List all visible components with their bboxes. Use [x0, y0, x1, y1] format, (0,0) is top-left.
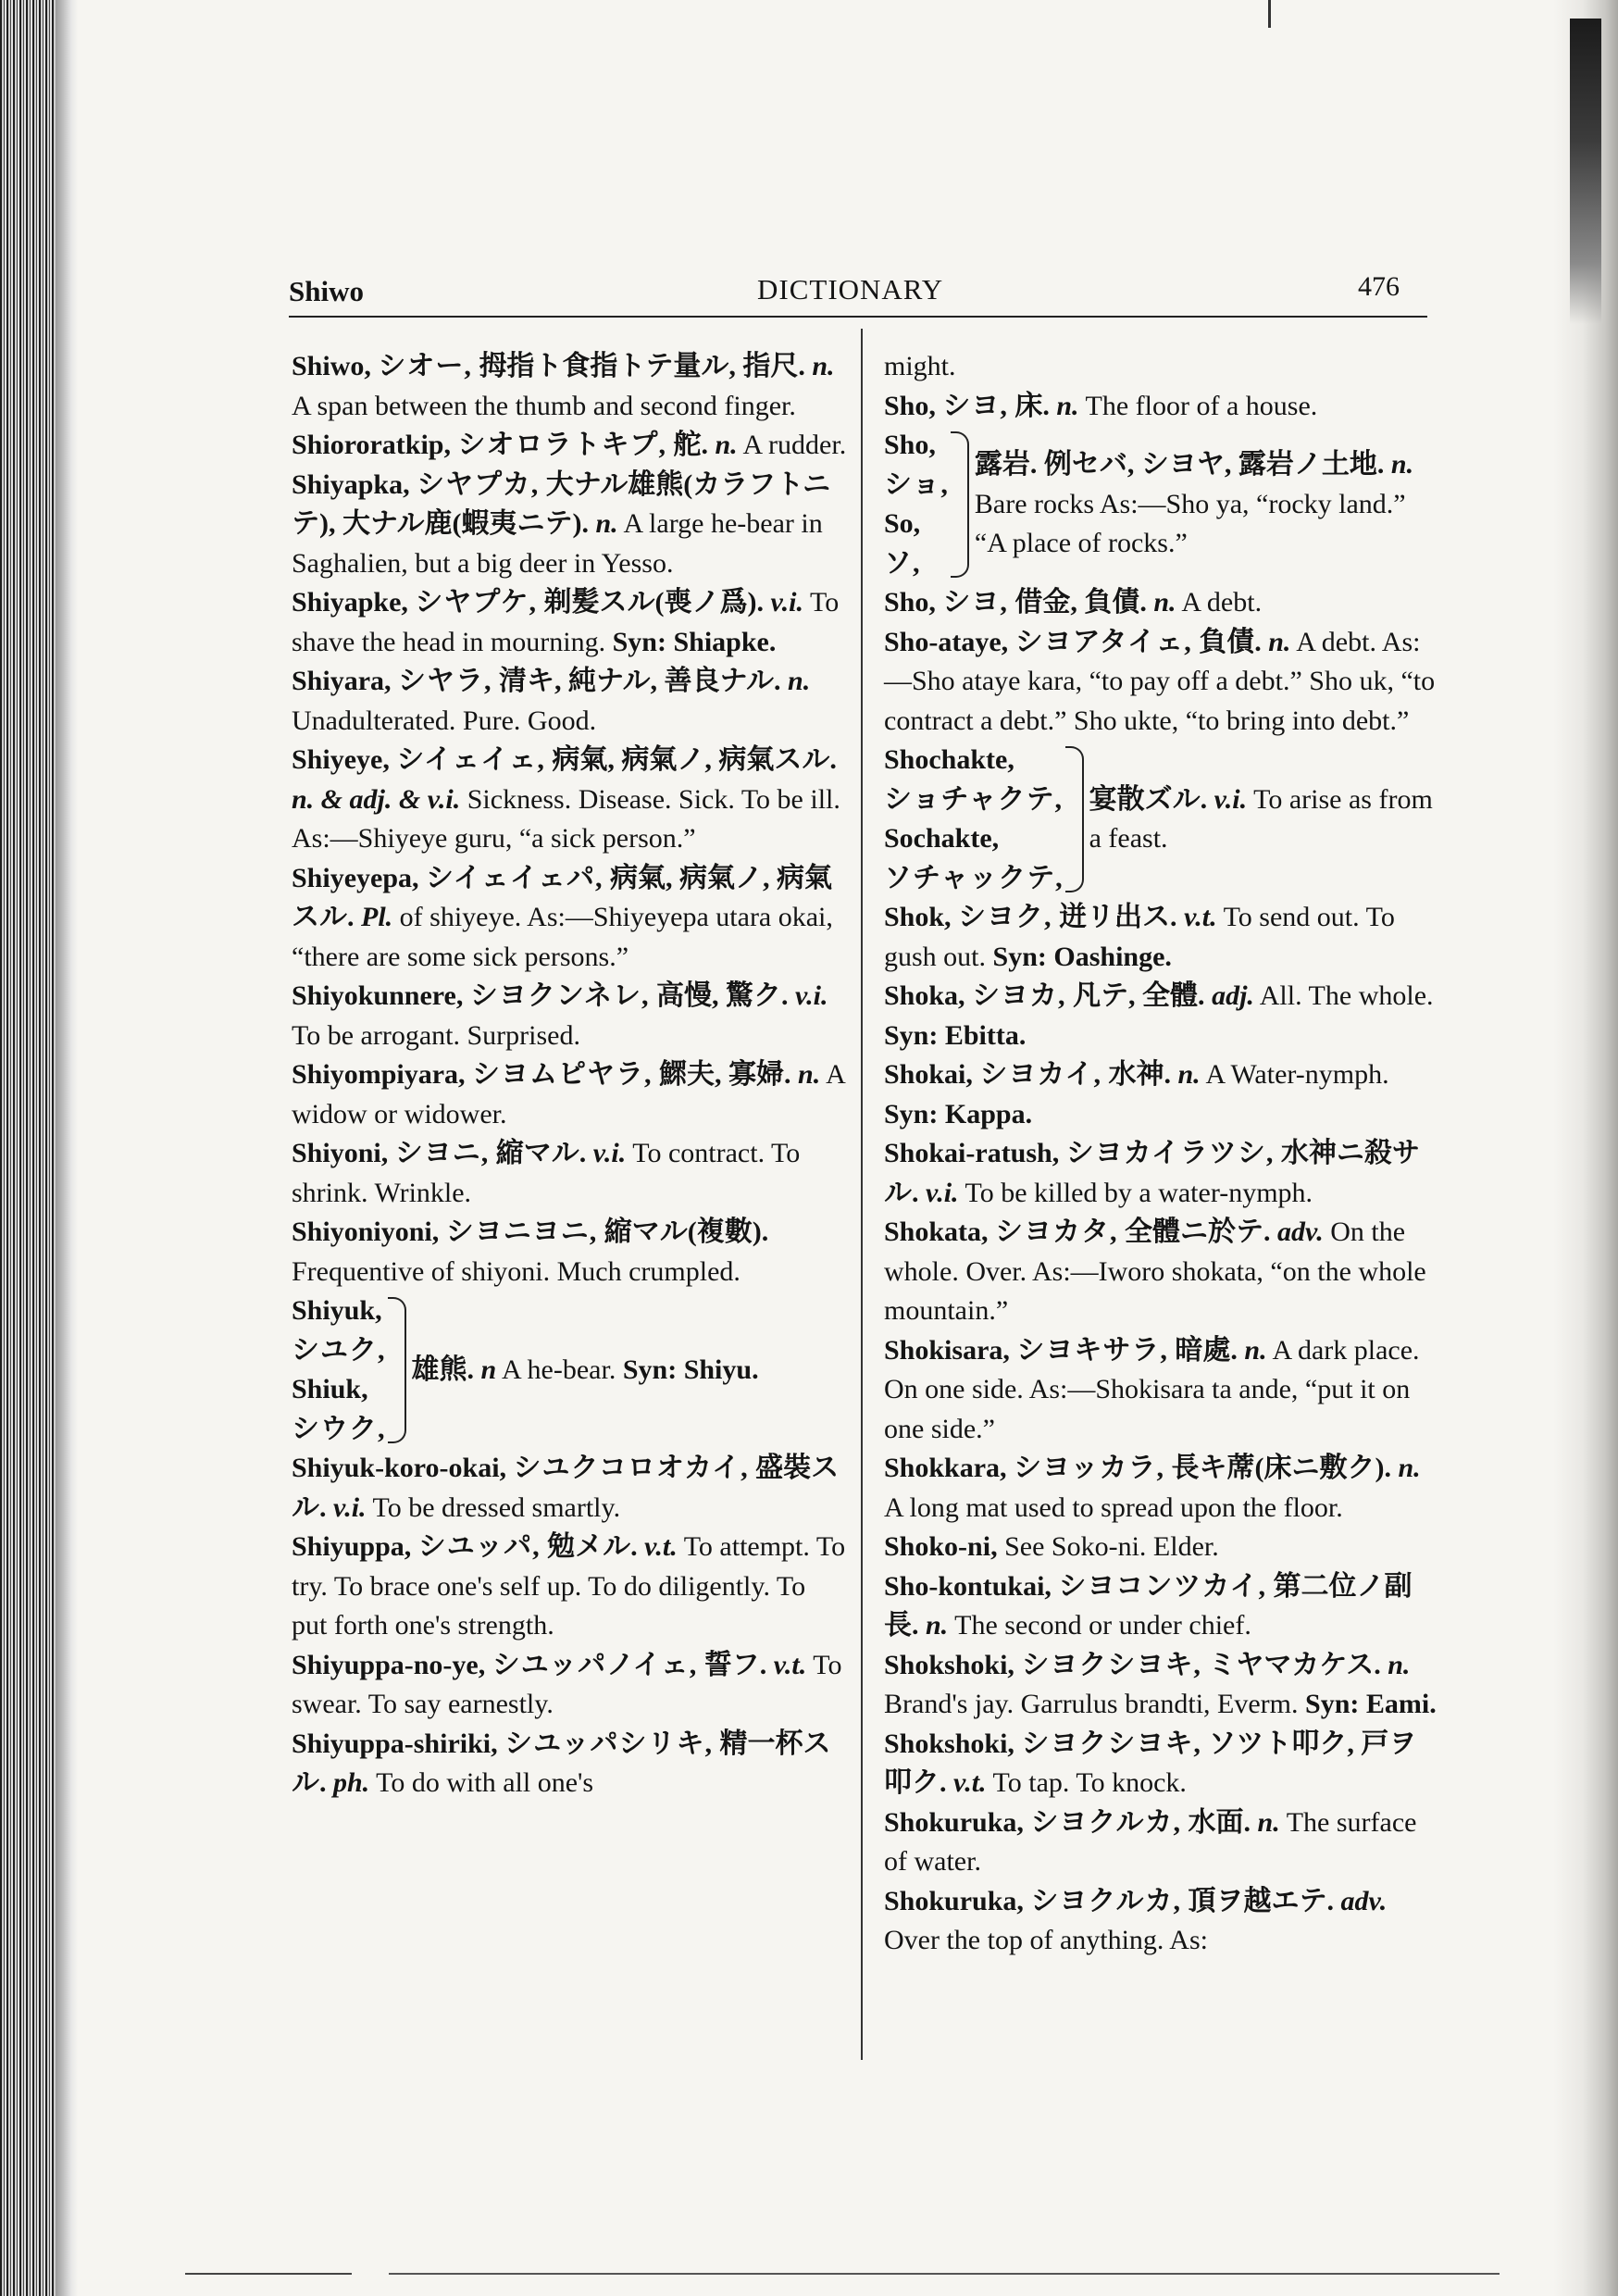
dictionary-entry [884, 1528, 1439, 1567]
scan-mark [1268, 0, 1271, 28]
definition: To swear. To say earnestly. [292, 1649, 842, 1719]
dictionary-entry [884, 1134, 1439, 1213]
synonym: Syn: Shiyu. [622, 1354, 759, 1385]
definition: The surface of water. [884, 1806, 1417, 1877]
headword: Shiuk, [292, 1374, 368, 1404]
part-of-speech: n. [1268, 626, 1291, 657]
japanese-gloss: 長キ蓆(床ニ敷ク). [1171, 1453, 1391, 1483]
headword-kana: シヨ, [942, 390, 1008, 421]
definition: A large he-bear in Saghalien, but a big deer in Yesso. [292, 508, 823, 579]
dictionary-entry [292, 741, 847, 859]
japanese-gloss: ミヤマカケス. [1208, 1649, 1381, 1680]
headword: Shiyara, [292, 666, 392, 696]
headword-kana: シヨクシヨキ, [1021, 1649, 1201, 1680]
dictionary-entry [292, 1646, 847, 1725]
page-number: 476 [1358, 271, 1400, 302]
headword-kana: シヨ, [942, 587, 1008, 618]
binding-shadow [56, 0, 78, 2296]
headword-kana: シヨアタイェ, [1014, 626, 1192, 657]
headword-kana: シユッパ, [417, 1531, 541, 1562]
headword-kana: シヨク, [958, 902, 1052, 932]
japanese-gloss: 精一杯スル. [292, 1728, 831, 1798]
japanese-gloss: 雄熊. [411, 1354, 474, 1385]
japanese-gloss: ソツト叩ク, 戸ヲ叩ク. [884, 1728, 1417, 1798]
synonym: Syn: Ebitta. [884, 1019, 1027, 1051]
dictionary-entry [884, 1646, 1439, 1725]
headword-kana: シヨクンネレ, [469, 980, 650, 1011]
part-of-speech: v.i. [592, 1138, 627, 1168]
definition: To be killed by a water-nymph. [965, 1177, 1313, 1208]
part-of-speech: n. [798, 1059, 821, 1090]
synonym: Syn: Shiapke. [612, 626, 777, 657]
headword-kana: ショ, [884, 468, 949, 500]
headword: Shoka, [884, 980, 965, 1011]
japanese-gloss: 負債. [1199, 626, 1262, 657]
dictionary-entry [292, 466, 847, 584]
running-head-word: Shiwo [289, 275, 364, 307]
headword-kana: シヨコンツカイ, [1058, 1570, 1267, 1602]
definition: A widow or widower. [292, 1059, 845, 1129]
japanese-gloss: 高慢, 驚ク. [655, 980, 789, 1011]
dictionary-entry [884, 1213, 1439, 1331]
definition: A span between the thumb and second finger. [292, 390, 796, 421]
headword: Shiwo, [292, 351, 371, 381]
synonym: Syn: Eami. [1305, 1689, 1437, 1719]
headword-kana: シヨカタ, [995, 1217, 1118, 1247]
japanese-gloss: 頂ヲ越エテ. [1188, 1885, 1335, 1916]
part-of-speech: v.t. [773, 1649, 807, 1680]
definition: A debt. [1181, 587, 1263, 618]
definition: of shiyeye. As:—Shiyeyepa utara okai, “there are some sick persons.” [292, 902, 833, 972]
part-of-speech: n. [715, 430, 738, 460]
headword-kana: シヨクシヨキ, [1021, 1728, 1201, 1759]
headword: Sho-kontukai, [884, 1570, 1052, 1602]
definition: A long mat used to spread upon the floor. [884, 1491, 1343, 1523]
brace [1065, 746, 1084, 892]
headword-kana: シユク, [292, 1334, 386, 1366]
headword-kana: シヤプケ, [415, 587, 537, 618]
part-of-speech: v.i. [770, 587, 804, 618]
part-of-speech: n [480, 1354, 497, 1385]
headword: Sho-ataye, [884, 626, 1009, 657]
part-of-speech: v.i. [926, 1177, 959, 1208]
headword-kana: シヨクルカ, [1030, 1806, 1182, 1838]
dictionary-entry [884, 977, 1439, 1055]
definition: To tap. To knock. [992, 1767, 1187, 1798]
headword-kana: シユッパシリキ, [504, 1728, 714, 1759]
part-of-speech: v.t. [953, 1767, 987, 1798]
headword-kana: シヨニヨニ, [445, 1217, 598, 1247]
japanese-gloss: 拇指ト食指トテ量ル, 指尺. [479, 351, 805, 381]
headword: Shochakte, [884, 744, 1014, 775]
headword: So, [884, 508, 921, 539]
definition: A rudder. [742, 430, 847, 460]
part-of-speech: n. [1177, 1059, 1201, 1090]
headword: Sho, [884, 587, 936, 618]
dictionary-entry [884, 583, 1439, 623]
part-of-speech: v.t. [644, 1531, 678, 1562]
definition: To do with all one's [376, 1767, 594, 1798]
japanese-gloss: 剃髪スル(喪ノ爲). [543, 587, 764, 618]
definition: To contract. To shrink. Wrinkle. [292, 1138, 801, 1208]
definition: The second or under chief. [954, 1610, 1251, 1641]
headword-group [292, 1292, 386, 1449]
headword-kana: シオー, [378, 351, 472, 381]
headword: Shiyoniyoni, [292, 1217, 440, 1247]
headword-kana: シヤラ, [398, 666, 492, 696]
column-divider [861, 329, 863, 2060]
dictionary-entry [884, 1055, 1439, 1134]
headword: Shiyuk-koro-okai, [292, 1453, 507, 1483]
dictionary-entry [292, 583, 847, 662]
part-of-speech: adv. [1277, 1217, 1324, 1247]
japanese-gloss: 病氣, 病氣ノ, 病氣スル. [292, 862, 833, 932]
headword: Shiyapke, [292, 587, 408, 618]
definition: The floor of a house. [1085, 390, 1318, 421]
headword: Sho, [884, 430, 936, 460]
japanese-gloss: 大ナル雄熊(カラフトニテ), 大ナル鹿(蝦夷ニテ). [292, 468, 831, 539]
japanese-gloss: 盛裝スル. [292, 1453, 840, 1523]
dictionary-entry [884, 1882, 1439, 1961]
brace [388, 1297, 406, 1443]
definition: On the whole. Over. As:—Iworo shokata, “on the whole mountain.” [884, 1217, 1426, 1326]
definition: See Soko-ni. Elder. [1004, 1531, 1219, 1562]
part-of-speech: n. [1153, 587, 1176, 618]
headword-kana: シユクコロオカイ, [513, 1453, 749, 1483]
dictionary-entry [884, 1803, 1439, 1882]
left-column [292, 347, 847, 1803]
headword-kana: シウク, [292, 1413, 386, 1444]
headword-kana: ソチャックテ, [884, 862, 1064, 893]
page-edge-shadow [1553, 0, 1618, 2296]
definition: A debt. As:—Sho ataye kara, “to pay off a debt.” Sho uk, “to contract a debt.” Sho ukte, “to bring into debt.” [884, 626, 1436, 736]
headword: Shiyeyepa, [292, 862, 419, 893]
japanese-gloss: 清キ, 純ナル, 善良ナル. [499, 666, 781, 696]
definition: To be arrogant. Surprised. [292, 1019, 580, 1051]
headword-kana: シヨクルカ, [1030, 1885, 1182, 1916]
headword-kana: シヨカイラツシ, [1065, 1138, 1275, 1168]
part-of-speech: n. [812, 351, 835, 381]
headword-kana: シヨッカラ, [1014, 1453, 1164, 1483]
headword: Shokshoki, [884, 1728, 1014, 1759]
part-of-speech: v.i. [794, 980, 828, 1011]
headword: Shokshoki, [884, 1649, 1014, 1680]
bottom-rule [389, 2273, 1500, 2275]
dictionary-entry [884, 1725, 1439, 1803]
dictionary-entry [292, 426, 847, 466]
headword: Sho, [884, 390, 936, 421]
dictionary-entry [884, 1567, 1439, 1646]
headword: Shoko-ni, [884, 1531, 998, 1562]
part-of-speech: n. [788, 666, 811, 696]
dictionary-entry [292, 1449, 847, 1528]
dictionary-entry [884, 347, 1439, 387]
japanese-gloss: 誓フ. [703, 1649, 767, 1680]
part-of-speech: n. [926, 1610, 949, 1641]
headword-kana: シイェイェパ, [426, 862, 604, 893]
japanese-gloss: 水神. [1108, 1059, 1171, 1090]
headword-kana: ショチャクテ, [884, 783, 1063, 815]
brace [951, 431, 969, 578]
part-of-speech: v.i. [333, 1491, 367, 1523]
definition: Frequentive of shiyoni. Much crumpled. [292, 1255, 741, 1287]
definition: A dark place. On one side. As:—Shokisara ta ande, “put it on one side.” [884, 1334, 1420, 1444]
part-of-speech: n. [1244, 1334, 1267, 1366]
headword: Shokuruka, [884, 1806, 1024, 1838]
headword-group [884, 426, 949, 583]
japanese-gloss: 縮マル(複數). [604, 1217, 769, 1247]
headword: Shiyuk, [292, 1295, 382, 1326]
headword-kana: シヤプカ, [417, 468, 540, 500]
dictionary-entry [884, 387, 1439, 427]
headword-kana: シユッパノイェ, [492, 1649, 698, 1680]
running-head-title: DICTIONARY [757, 273, 944, 306]
headword-kana: ソ, [884, 547, 921, 579]
dictionary-entry [884, 898, 1439, 977]
definition: To arise as from a feast. [1089, 783, 1433, 854]
page-header [289, 264, 1427, 318]
part-of-speech: n. [1056, 390, 1079, 421]
dictionary-entry [884, 426, 1439, 583]
definition: Bare rocks As:—Sho ya, “rocky land.” “A place of rocks.” [974, 488, 1406, 559]
definition: To attempt. To try. To brace one's self up. To do diligently. To put forth one's strength. [292, 1531, 846, 1641]
bottom-rule [185, 2273, 352, 2275]
headword: Shiyompiyara, [292, 1059, 466, 1090]
headword: Shiyuppa, [292, 1531, 412, 1562]
headword-kana: シオロラトキプ, [457, 430, 666, 460]
right-column [884, 347, 1439, 1961]
definition: Brand's jay. Garrulus brandti, Everm. [884, 1689, 1299, 1719]
japanese-gloss: 病氣, 病氣ノ, 病氣スル. [552, 744, 837, 775]
definition: A Water-nymph. [1205, 1059, 1389, 1090]
dictionary-entry [292, 1528, 847, 1646]
definition: Unadulterated. Pure. Good. [292, 705, 597, 736]
part-of-speech: n. & adj. & v.i. [292, 783, 461, 815]
japanese-gloss: 勉メル. [547, 1531, 638, 1562]
part-of-speech: v.i. [1214, 783, 1248, 815]
japanese-gloss: 鰥夫, 寡婦. [659, 1059, 791, 1090]
definition: To shave the head in mourning. [292, 587, 840, 657]
headword: Shiyoni, [292, 1138, 389, 1168]
headword-kana: シヨキサラ, [1016, 1334, 1168, 1366]
dictionary-entry [292, 977, 847, 1055]
dictionary-entry [292, 859, 847, 978]
synonym: Syn: Oashinge. [992, 941, 1172, 972]
headword: Shiyuppa-shiriki, [292, 1728, 498, 1759]
definition: might. [884, 351, 956, 381]
japanese-gloss: 凡テ, 全體. [1073, 980, 1205, 1011]
dictionary-entry [292, 1213, 847, 1292]
japanese-gloss: 借金, 負債. [1014, 587, 1147, 618]
headword: Shokkara, [884, 1453, 1007, 1483]
headword: Shokata, [884, 1217, 989, 1247]
japanese-gloss: 縮マル. [495, 1138, 587, 1168]
part-of-speech: adj. [1212, 980, 1254, 1011]
synonym: Syn: Kappa. [884, 1098, 1033, 1129]
headword-group [884, 741, 1064, 898]
headword: Shokai-ratush, [884, 1138, 1060, 1168]
headword-kana: シヨカ, [972, 980, 1066, 1011]
headword: Shokai, [884, 1059, 973, 1090]
dictionary-entry [884, 623, 1439, 742]
headword-kana: シヨムピヤラ, [472, 1059, 653, 1090]
definition: To be dressed smartly. [372, 1491, 621, 1523]
headword: Shiyapka, [292, 468, 410, 500]
headword-kana: シイェイェ, [396, 744, 545, 775]
part-of-speech: n. [1390, 449, 1414, 480]
part-of-speech: n. [1388, 1649, 1411, 1680]
book-binding-edge [0, 0, 56, 2296]
headword-kana: シヨニ, [394, 1138, 490, 1168]
japanese-gloss: 第二位ノ副長. [884, 1570, 1413, 1641]
definition: A he-bear. [502, 1354, 616, 1385]
headword-kana: シヨカイ, [979, 1059, 1101, 1090]
dictionary-entry [884, 741, 1439, 898]
dictionary-entry [292, 1725, 847, 1803]
japanese-gloss: 水面. [1188, 1806, 1251, 1838]
headword: Shiyokunnere, [292, 980, 464, 1011]
japanese-gloss: 舵. [673, 430, 708, 460]
headword: Shiororatkip, [292, 430, 451, 460]
japanese-gloss: 水神ニ殺サル. [884, 1138, 1420, 1208]
page-corner-shadow [1570, 19, 1601, 324]
definition: All. The whole. [1259, 980, 1434, 1011]
part-of-speech: Pl. [361, 902, 393, 932]
headword: Sochakte, [884, 823, 1000, 854]
dictionary-entry [292, 662, 847, 741]
dictionary-entry [292, 1055, 847, 1134]
dictionary-entry [884, 1331, 1439, 1450]
headword: Shok, [884, 902, 952, 932]
dictionary-entry [884, 1449, 1439, 1528]
part-of-speech: n. [595, 508, 618, 539]
headword: Shokisara, [884, 1334, 1010, 1366]
definition: Sickness. Disease. Sick. To be ill. As:—Shiyeye guru, “a sick person.” [292, 783, 840, 854]
dictionary-entry [292, 347, 847, 426]
definition: To send out. To gush out. [884, 902, 1395, 972]
headword: Shiyuppa-no-ye, [292, 1649, 486, 1680]
dictionary-entry [292, 1134, 847, 1213]
japanese-gloss: 宴散ズル. [1089, 783, 1208, 815]
japanese-gloss: 露岩. 例セバ, シヨヤ, 露岩ノ土地. [974, 449, 1385, 480]
dictionary-entry [292, 1292, 847, 1449]
definition: Over the top of anything. As: [884, 1925, 1208, 1955]
part-of-speech: n. [1398, 1453, 1421, 1483]
part-of-speech: adv. [1340, 1885, 1388, 1916]
japanese-gloss: 床. [1014, 390, 1050, 421]
part-of-speech: v.t. [1184, 902, 1217, 932]
headword: Shokuruka, [884, 1885, 1024, 1916]
japanese-gloss: 全體ニ於テ. [1125, 1217, 1271, 1247]
japanese-gloss: 迸リ出ス. [1059, 902, 1177, 932]
headword: Shiyeye, [292, 744, 390, 775]
japanese-gloss: 暗處. [1175, 1334, 1238, 1366]
part-of-speech: ph. [333, 1767, 370, 1798]
part-of-speech: n. [1257, 1806, 1280, 1838]
